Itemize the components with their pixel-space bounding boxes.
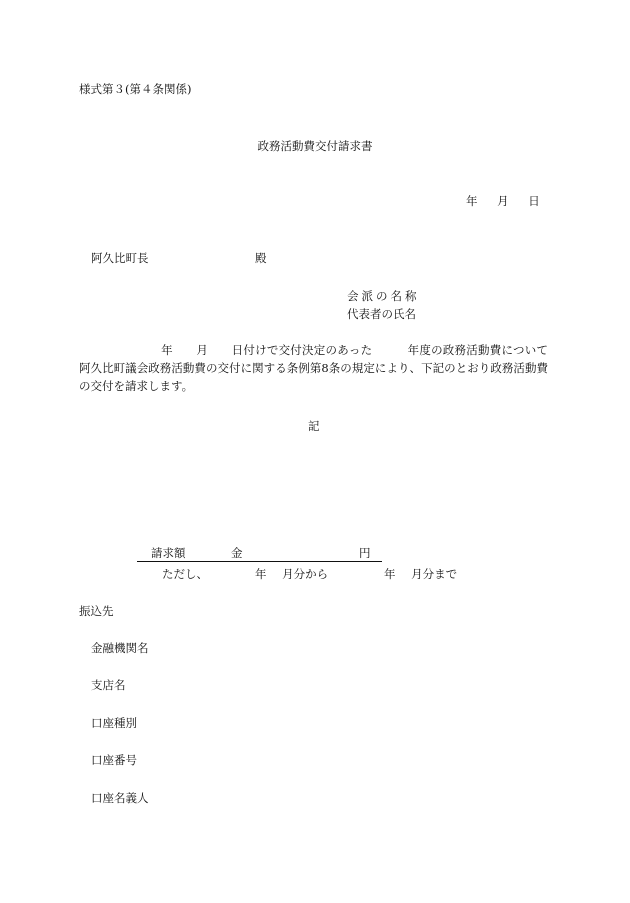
kin-label: 金	[231, 546, 243, 560]
branch-name-label: 支店名	[91, 678, 126, 692]
period-end: 年 月分まで	[384, 567, 458, 581]
period-start: 年 月分から	[255, 567, 329, 581]
ki-heading: 記	[308, 419, 320, 433]
addressee-honorific: 殿	[255, 251, 267, 265]
transfer-destination-title: 振込先	[79, 604, 114, 618]
account-holder-label: 口座名義人	[91, 791, 149, 805]
yen-label: 円	[359, 546, 371, 560]
claim-amount-label: 請求額	[151, 546, 186, 560]
request-body-text: 年 月 日付けで交付決定のあった 年度の政務活動費について阿久比町議会政務活動費の交付に関する条例第8条の規定により、下記のとおり政務活動費の交付を請求します。	[79, 343, 548, 393]
faction-name-label: 会派の名称	[347, 289, 420, 303]
proviso-label: ただし、	[162, 567, 208, 581]
account-number-label: 口座番号	[91, 753, 137, 767]
account-type-label: 口座種別	[91, 716, 137, 730]
date-line: 年 月 日	[466, 194, 540, 208]
form-number-label: 様式第３(第４条関係)	[79, 82, 192, 96]
bank-name-label: 金融機関名	[91, 641, 149, 655]
representative-name-label: 代表者の氏名	[347, 307, 416, 321]
addressee-name: 阿久比町長	[91, 251, 149, 265]
document-title: 政務活動費交付請求書	[257, 139, 373, 153]
